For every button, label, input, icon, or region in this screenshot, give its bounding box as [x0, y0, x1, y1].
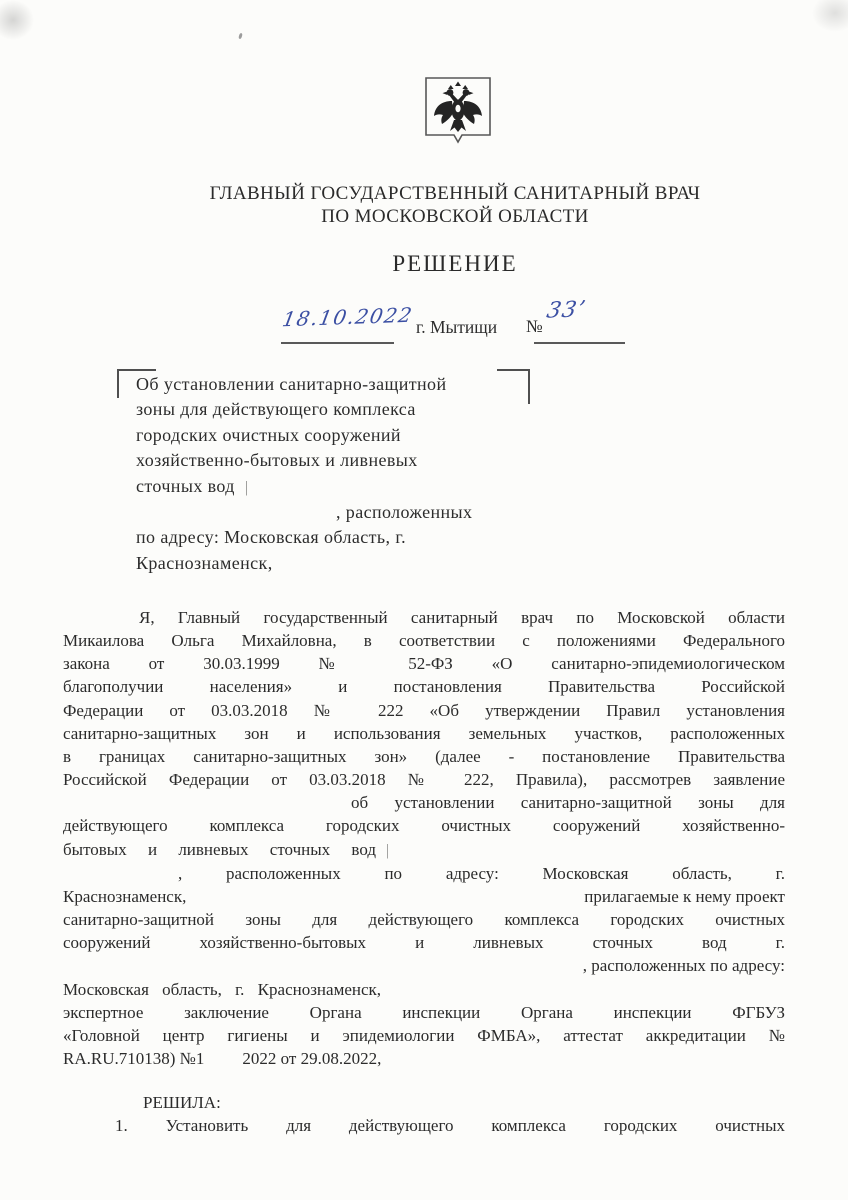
body-line — [63, 1047, 785, 1070]
body-line: Микаилова Ольга Михайловна, в соответствии с положениями Федерального — [63, 631, 785, 651]
issuer-title — [60, 182, 848, 228]
body-line: закона от 30.03.1999 № 52-ФЗ «О санитарно-эпидемиологическом — [63, 654, 785, 674]
text-segment: Краснознаменск, — [63, 886, 187, 906]
scan-dot-artifact — [238, 33, 243, 40]
number-label: № — [526, 316, 543, 336]
issuer-line1: ГЛАВНЫЙ ГОСУДАРСТВЕННЫЙ САНИТАРНЫЙ ВРАЧ — [209, 183, 701, 204]
document-type-title: РЕШЕНИЕ — [392, 251, 518, 276]
body-line: благополучии населения» и постановления Правительства Российской — [63, 677, 785, 697]
body-line: Федерации от 03.03.2018 № 222 «Об утверждении Правил установления — [63, 700, 785, 720]
body-text — [63, 606, 785, 1070]
body-line: санитарно-защитных зон и использования земельных участков, расположенных — [63, 723, 785, 743]
body-line: Московская область, г. Краснознаменск, — [63, 979, 382, 999]
resolution-line: РЕШИЛА: — [143, 1093, 221, 1112]
resolution-line: 1. Установить для действующего комплекса городских очистных — [115, 1116, 785, 1136]
body-line: санитарно-защитной зоны для действующего комплекса городских очистных — [63, 910, 785, 930]
handwritten-date: 18.10.2022 — [280, 302, 416, 332]
resolution-block — [63, 1091, 785, 1137]
place-label: г. Мытищи — [416, 317, 498, 337]
body-line: сооружений хозяйственно-бытовых и ливневых сточных вод г. — [63, 933, 785, 953]
body-line: экспертное заключение Органа инспекции Органа инспекции ФГБУЗ — [63, 1002, 785, 1022]
subject-line: Об установлении санитарно-защитной — [136, 374, 447, 394]
text-segment: 2022 от 29.08.2022, — [242, 1048, 382, 1068]
body-line: действующего комплекса городских очистных сооружений хозяйственно- — [63, 816, 785, 836]
russia-coat-of-arms-icon — [423, 76, 493, 148]
redaction-remnant-mark: | — [244, 477, 249, 496]
text-segment: прилагаемые к нему проект — [584, 886, 785, 906]
number-underline — [534, 342, 625, 344]
subject-line: зоны для действующего комплекса — [136, 399, 416, 420]
issuer-line2: ПО МОСКОВСКОЙ ОБЛАСТИ — [321, 206, 589, 227]
body-line: об установлении санитарно-защитной зоны для — [351, 793, 785, 813]
subject-line: , расположенных — [336, 502, 473, 523]
redaction-remnant-mark: | — [385, 841, 390, 859]
body-line: «Головной центр гигиены и эпидемиологии ФМБА», аттестат аккредитации № — [63, 1025, 785, 1045]
subject-line: Краснознаменск, — [136, 552, 273, 573]
body-line: в границах санитарно-защитных зон» (далее - постановление Правительства — [63, 746, 785, 766]
scan-smudge-top-right — [812, 0, 848, 32]
body-line: Российской Федерации от 03.03.2018 № 222, Правила), рассмотрев заявление — [63, 770, 785, 790]
body-line: , расположенных по адресу: Московская область, г. — [178, 863, 785, 883]
subject-line: хозяйственно-бытовых и ливневых — [136, 450, 418, 471]
text-segment: RA.RU.710138) №1 — [63, 1048, 205, 1068]
subject-line: по адресу: Московская область, г. — [136, 527, 406, 548]
body-line — [63, 885, 785, 908]
body-line: , расположенных по адресу: — [582, 956, 785, 976]
body-line: Я, Главный государственный санитарный врач по Московской области — [139, 608, 785, 627]
subject-block — [136, 372, 508, 576]
date-underline — [281, 342, 394, 344]
scan-smudge-top-left — [0, 0, 34, 40]
body-line: бытовых и ливневых сточных вод | — [63, 839, 390, 859]
subject-line: сточных вод | — [136, 475, 249, 496]
subject-line: городских очистных сооружений — [136, 424, 401, 445]
handwritten-number: 33ʼ — [544, 297, 588, 324]
